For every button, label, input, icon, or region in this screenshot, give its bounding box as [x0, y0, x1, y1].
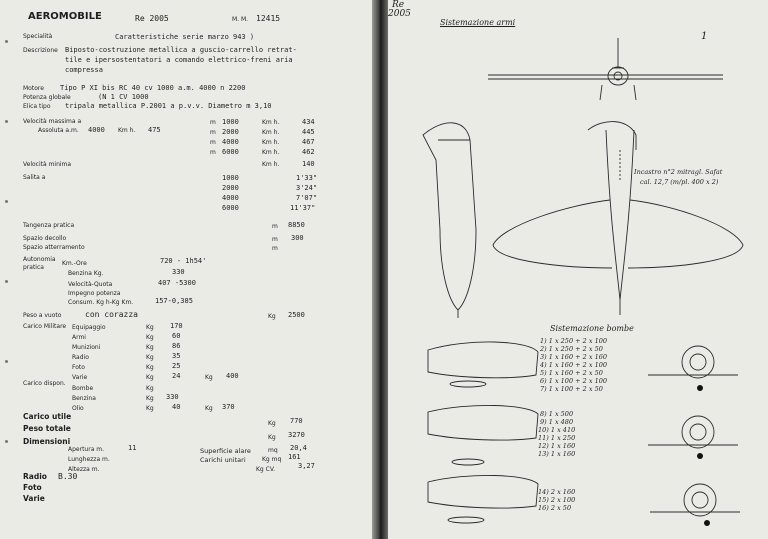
salita-alt-4: 6000 — [222, 204, 239, 212]
mm-label: M. M. — [232, 16, 249, 23]
salita-alt-1: 1000 — [222, 174, 239, 182]
punched-holes — [5, 0, 9, 539]
vel-val-1: 434 — [302, 118, 315, 126]
cd-item-1-label: Bombe — [72, 385, 94, 392]
right-page-drawings — [388, 0, 768, 539]
auto-row-3-value: 407 -5300 — [158, 279, 196, 287]
descrizione-line-1: Biposto-costruzione metallica a guscio-carrello retrat- — [65, 46, 297, 54]
dimensioni-label: Dimensioni — [23, 437, 71, 446]
peso-totale-value: 3270 — [288, 431, 305, 439]
side-view-drawing — [423, 123, 476, 318]
vel-alt-1: 1000 — [222, 118, 239, 126]
superficie-label: Superficie alare — [200, 447, 251, 455]
salita-time-3: 7'07" — [296, 194, 318, 202]
cm-total-unit: Kg — [205, 374, 213, 381]
vel-unit-m: m — [210, 129, 216, 136]
vel-min-value: 140 — [302, 160, 315, 168]
cd-item-2-value: 330 — [166, 393, 179, 401]
potenza-value: (N 1 CV 1000 — [98, 93, 149, 101]
bomb-row: 11) 1 x 250 — [538, 434, 576, 442]
cm-unit: Kg — [146, 334, 154, 341]
vel-unit-kmh: Km h. — [262, 129, 280, 136]
vel-min-label: Velocità minima — [23, 161, 72, 168]
cm-item-5-label: Foto — [72, 364, 85, 371]
pratica-label: pratica — [23, 264, 44, 271]
bomb-row: 10) 1 x 410 — [538, 426, 576, 434]
pencil-note-1: Re — [392, 0, 405, 10]
cd-total-unit: Kg — [205, 405, 213, 412]
vel-unit-kmh: Km h. — [262, 119, 280, 126]
auto-row-1-value: 720 - 1h54' — [160, 257, 207, 265]
superficie-unit: mq — [268, 447, 278, 454]
cm-item-2-label: Armi — [72, 334, 86, 341]
bombs-title: Sistemazione bombe — [550, 324, 634, 333]
carichi-label: Carichi unitari — [200, 456, 246, 464]
cm-unit: Kg — [146, 364, 154, 371]
salita-alt-3: 4000 — [222, 194, 239, 202]
peso-vuoto-value: 2500 — [288, 311, 305, 319]
lunghezza-label: Lunghezza m. — [68, 456, 110, 463]
carichi-unit: Kg mq — [262, 456, 282, 463]
vel-alt-2: 2000 — [222, 128, 239, 136]
radio-value: B.30 — [58, 472, 78, 481]
peso-totale-label: Peso totale — [23, 424, 71, 433]
auto-row-5-label: Consum. Kg h-Kg Km. — [68, 299, 134, 306]
specialita-label: Specialità — [23, 33, 53, 40]
vel-unit-m: m — [210, 149, 216, 156]
book-gutter — [372, 0, 388, 539]
arms-title: Sistemazione armi — [440, 18, 516, 27]
cm-unit: Kg — [146, 344, 154, 351]
vel-alt-3: 4000 — [222, 138, 239, 146]
salita-time-4: 11'37" — [290, 204, 316, 212]
vel-alt-4: 6000 — [222, 148, 239, 156]
decollo-unit: m — [272, 236, 278, 243]
vel-unit-m: m — [210, 119, 216, 126]
bomb-row: 6) 1 x 100 + 2 x 100 — [540, 377, 607, 385]
bomb-row: 15) 2 x 100 — [538, 496, 576, 504]
tangenza-label: Tangenza pratica — [23, 222, 75, 229]
cd-item-3-value: 40 — [172, 403, 181, 411]
kgcv-unit: Kg CV. — [256, 466, 276, 473]
bomb-row: 2) 1 x 250 + 2 x 50 — [540, 345, 603, 353]
decollo-value: 300 — [291, 234, 304, 242]
descrizione-label: Descrizione — [23, 47, 58, 54]
bomb-row: 1) 1 x 250 + 2 x 100 — [540, 337, 607, 345]
kgcv-value: 3,27 — [298, 462, 315, 470]
motore-value: Tipo P XI bis RC 40 cv 1000 a.m. 4000 n 2200 — [60, 84, 246, 92]
vel-max-label: Velocità massima a — [23, 118, 82, 125]
aircraft-make: AEROMOBILE — [28, 11, 102, 22]
carico-utile-unit: Kg — [268, 420, 276, 427]
vel-unit-kmh: Km h. — [262, 149, 280, 156]
apertura-label: Apertura m. — [68, 446, 105, 453]
plan-view-drawing — [493, 122, 743, 315]
potenza-label: Potenza globale — [23, 94, 71, 101]
bomb-row: 9) 1 x 480 — [540, 418, 574, 426]
cd-unit: Kg — [146, 385, 154, 392]
descrizione-line-2: tile e ipersostentatori a comando elettrico-freni aria — [65, 56, 293, 64]
elica-label: Elica tipo — [23, 103, 51, 110]
peso-vuoto-text: con corazza — [85, 310, 138, 319]
cm-item-6-label: Varie — [72, 374, 88, 381]
motore-label: Motore — [23, 85, 44, 92]
carico-mil-label: Carico Militare — [23, 323, 67, 330]
atterramento-label: Spazio atterramento — [23, 244, 85, 251]
bomb-row: 7) 1 x 100 + 2 x 50 — [540, 385, 603, 393]
cd-item-3-label: Olio — [72, 405, 84, 412]
bomb-row: 16) 2 x 50 — [538, 504, 572, 512]
bomb-row: 12) 1 x 160 — [538, 442, 576, 450]
auto-row-4-label: Impegno potenza — [68, 290, 121, 297]
cm-unit: Kg — [146, 354, 154, 361]
vel-unit-m: m — [210, 139, 216, 146]
varie-label: Varie — [23, 494, 45, 503]
page-number: 1 — [701, 31, 708, 42]
cm-unit: Kg — [146, 324, 154, 331]
bomb-row: 13) 1 x 160 — [538, 450, 576, 458]
auto-row-2-value: 330 — [172, 268, 185, 276]
bomb-install-3 — [428, 475, 740, 523]
cm-item-5-value: 25 — [172, 362, 181, 370]
vel-max-abs-label: Assoluta a.m. — [38, 127, 79, 134]
cm-item-4-value: 35 — [172, 352, 181, 360]
autonomia-label: Autonomia — [23, 256, 56, 263]
decollo-label: Spazio decollo — [23, 235, 67, 242]
carico-disp-label: Carico dispon. — [23, 380, 66, 387]
descrizione-line-3: compressa — [65, 66, 103, 74]
cd-item-2-label: Benzina — [72, 395, 96, 402]
vel-unit-kmh: Km h. — [262, 139, 280, 146]
vel-max-kmh-label: Km h. — [118, 127, 136, 134]
cm-item-1-label: Equipaggio — [72, 324, 106, 331]
cd-unit: Kg — [146, 395, 154, 402]
carico-utile-value: 770 — [290, 417, 303, 425]
vel-val-2: 445 — [302, 128, 315, 136]
bomb-row: 14) 2 x 160 — [538, 488, 576, 496]
apertura-value: 11 — [128, 444, 137, 452]
salita-label: Salita a — [23, 174, 46, 181]
atterramento-unit: m — [272, 245, 278, 252]
elica-value: tripala metallica P.2001 a p.v.v. Diametro m 3,10 — [65, 102, 272, 110]
vel-max-abs-alt: 4000 — [88, 126, 105, 134]
vel-val-4: 462 — [302, 148, 315, 156]
front-view-drawing — [488, 38, 723, 100]
cd-total: 370 — [222, 403, 235, 411]
bomb-row: 4) 1 x 160 + 2 x 100 — [540, 361, 607, 369]
cd-unit: Kg — [146, 405, 154, 412]
radio-label: Radio — [23, 472, 47, 481]
peso-vuoto-unit: Kg — [268, 313, 276, 320]
peso-vuoto-label: Peso a vuoto — [23, 312, 62, 319]
bomb-install-2 — [428, 405, 738, 465]
cm-item-1-value: 170 — [170, 322, 183, 330]
auto-row-5-value: 157-0,385 — [155, 297, 193, 305]
aircraft-model: Re 2005 — [135, 14, 169, 23]
cm-total: 400 — [226, 372, 239, 380]
altezza-label: Altezza m. — [68, 466, 100, 473]
superficie-value: 20,4 — [290, 444, 307, 452]
vel-min-unit: Km h. — [262, 161, 280, 168]
left-page-datasheet — [0, 0, 372, 539]
auto-row-1-label: Km.-Ore — [62, 260, 87, 267]
cm-unit: Kg — [146, 374, 154, 381]
salita-alt-2: 2000 — [222, 184, 239, 192]
foto-label: Foto — [23, 483, 42, 492]
auto-row-2-label: Benzina Kg. — [68, 270, 104, 277]
carichi-value: 161 — [288, 453, 301, 461]
carico-utile-label: Carico utile — [23, 412, 72, 421]
bomb-row: 5) 1 x 160 + 2 x 50 — [540, 369, 603, 377]
cm-item-3-label: Munizioni — [72, 344, 101, 351]
bomb-row: 3) 1 x 160 + 2 x 160 — [540, 353, 607, 361]
auto-row-3-label: Velocità-Quota — [68, 281, 113, 288]
aircraft-drawings — [388, 0, 768, 539]
specialita-value: Caratteristiche serie marzo 943 ) — [115, 33, 255, 41]
peso-totale-unit: Kg — [268, 434, 276, 441]
cm-item-6-value: 24 — [172, 372, 181, 380]
arms-note-2: cal. 12,7 (m/pl. 400 x 2) — [640, 178, 719, 186]
vel-val-3: 467 — [302, 138, 315, 146]
tangenza-unit: m — [272, 223, 278, 230]
arms-note-1: Incastro n°2 mitragl. Safat — [634, 168, 723, 176]
cm-item-2-value: 60 — [172, 332, 181, 340]
salita-time-1: 1'33" — [296, 174, 318, 182]
salita-time-2: 3'24" — [296, 184, 318, 192]
bomb-row: 8) 1 x 500 — [540, 410, 574, 418]
pencil-note-2: 2005 — [388, 9, 411, 19]
cm-item-3-value: 86 — [172, 342, 181, 350]
mm-value: 12415 — [256, 14, 281, 23]
vel-max-abs-value: 475 — [148, 126, 161, 134]
cm-item-4-label: Radio — [72, 354, 89, 361]
tangenza-value: 8850 — [288, 221, 305, 229]
